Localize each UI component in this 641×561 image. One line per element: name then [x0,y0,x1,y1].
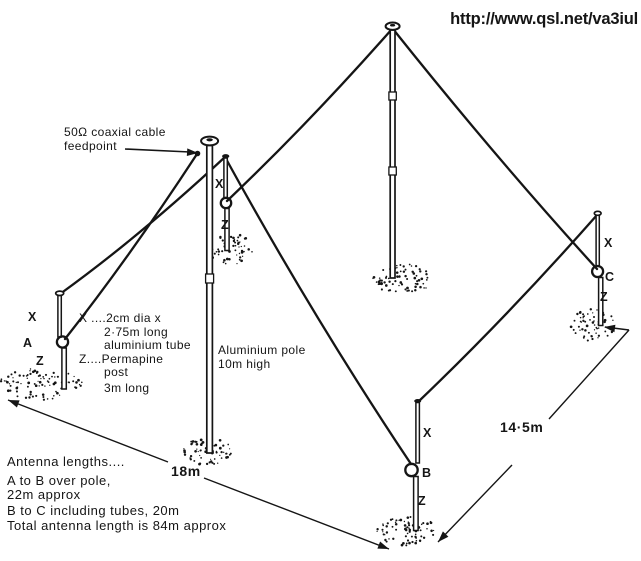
tube-spec-line2: 2·75m long [104,325,169,339]
corner-b-pole [405,399,421,531]
feedpoint-arrow [125,149,190,152]
corner-a-post [62,348,66,389]
site-url: http://www.qsl.net/va3iul [450,10,638,28]
aluminium-pole-2 [386,23,400,279]
wire-pole2-to-feedtube [227,29,392,201]
lengths-note-line1: A to B over pole, [7,473,111,488]
tube-spec-line1: X ....2cm dia x [79,311,162,325]
pole-note-line2: 10m high [218,357,271,371]
lengths-note-title: Antenna lengths.... [7,454,125,469]
corner-c-post-label: Z [600,290,608,304]
arrowheads [8,148,615,549]
corner-a-tube [58,295,61,337]
tube-spec-line6: 3m long [104,381,150,395]
lengths-note-line4: Total antenna length is 84m approx [7,518,227,533]
ground-stipple-patches [0,234,614,547]
corner-a-tube-label: X [28,310,37,324]
corner-a-ring [57,336,68,347]
corner-b-label: B [422,466,432,480]
feed-corner-pole [221,154,231,250]
corner-c-tube [596,215,599,266]
pole-1-joint [206,274,214,283]
dimension-label-18m: 18m [171,463,201,479]
corner-c-ring [592,266,603,277]
corner-b-tube [416,403,420,464]
tube-spec-line3: aluminium tube [104,338,191,352]
corner-b-tube-label: X [423,426,432,440]
wire-b-to-c [418,215,597,402]
corner-b-ring [405,464,417,476]
lengths-note-line3: B to C including tubes, 20m [7,503,180,518]
corner-c-tube-label: X [604,236,613,250]
wire-feedtube-to-a-top [60,157,225,294]
feed-corner-tube [224,158,227,198]
corner-a-post-label: Z [36,354,44,368]
tube-spec-line4: Z....Permapine [79,352,164,366]
dimension-label-14-5m: 14·5m [500,419,544,435]
feed-corner-ring [221,198,231,208]
lengths-note-line2: 22m approx [7,487,81,502]
corner-a-label: A [23,336,33,350]
antenna-wires [60,29,597,464]
tube-spec-line5: post [104,365,129,379]
corner-b-post-label: Z [418,494,426,508]
wire-feedtube-to-b [225,157,411,464]
pole-2-joint-upper [389,92,396,100]
corner-a-pole [56,291,68,389]
corner-c-label: C [605,270,615,284]
wire-pole2-to-c [393,29,597,269]
pole-note-line1: Aluminium pole [218,343,306,357]
feed-corner-tube-label: X [215,177,224,191]
pole-2-joint-lower [389,167,396,175]
feedpoint-callout-line1: 50Ω coaxial cable [64,125,166,139]
feedpoint-callout-line2: feedpoint [64,139,117,153]
feed-corner-post-label: Z [221,218,229,232]
